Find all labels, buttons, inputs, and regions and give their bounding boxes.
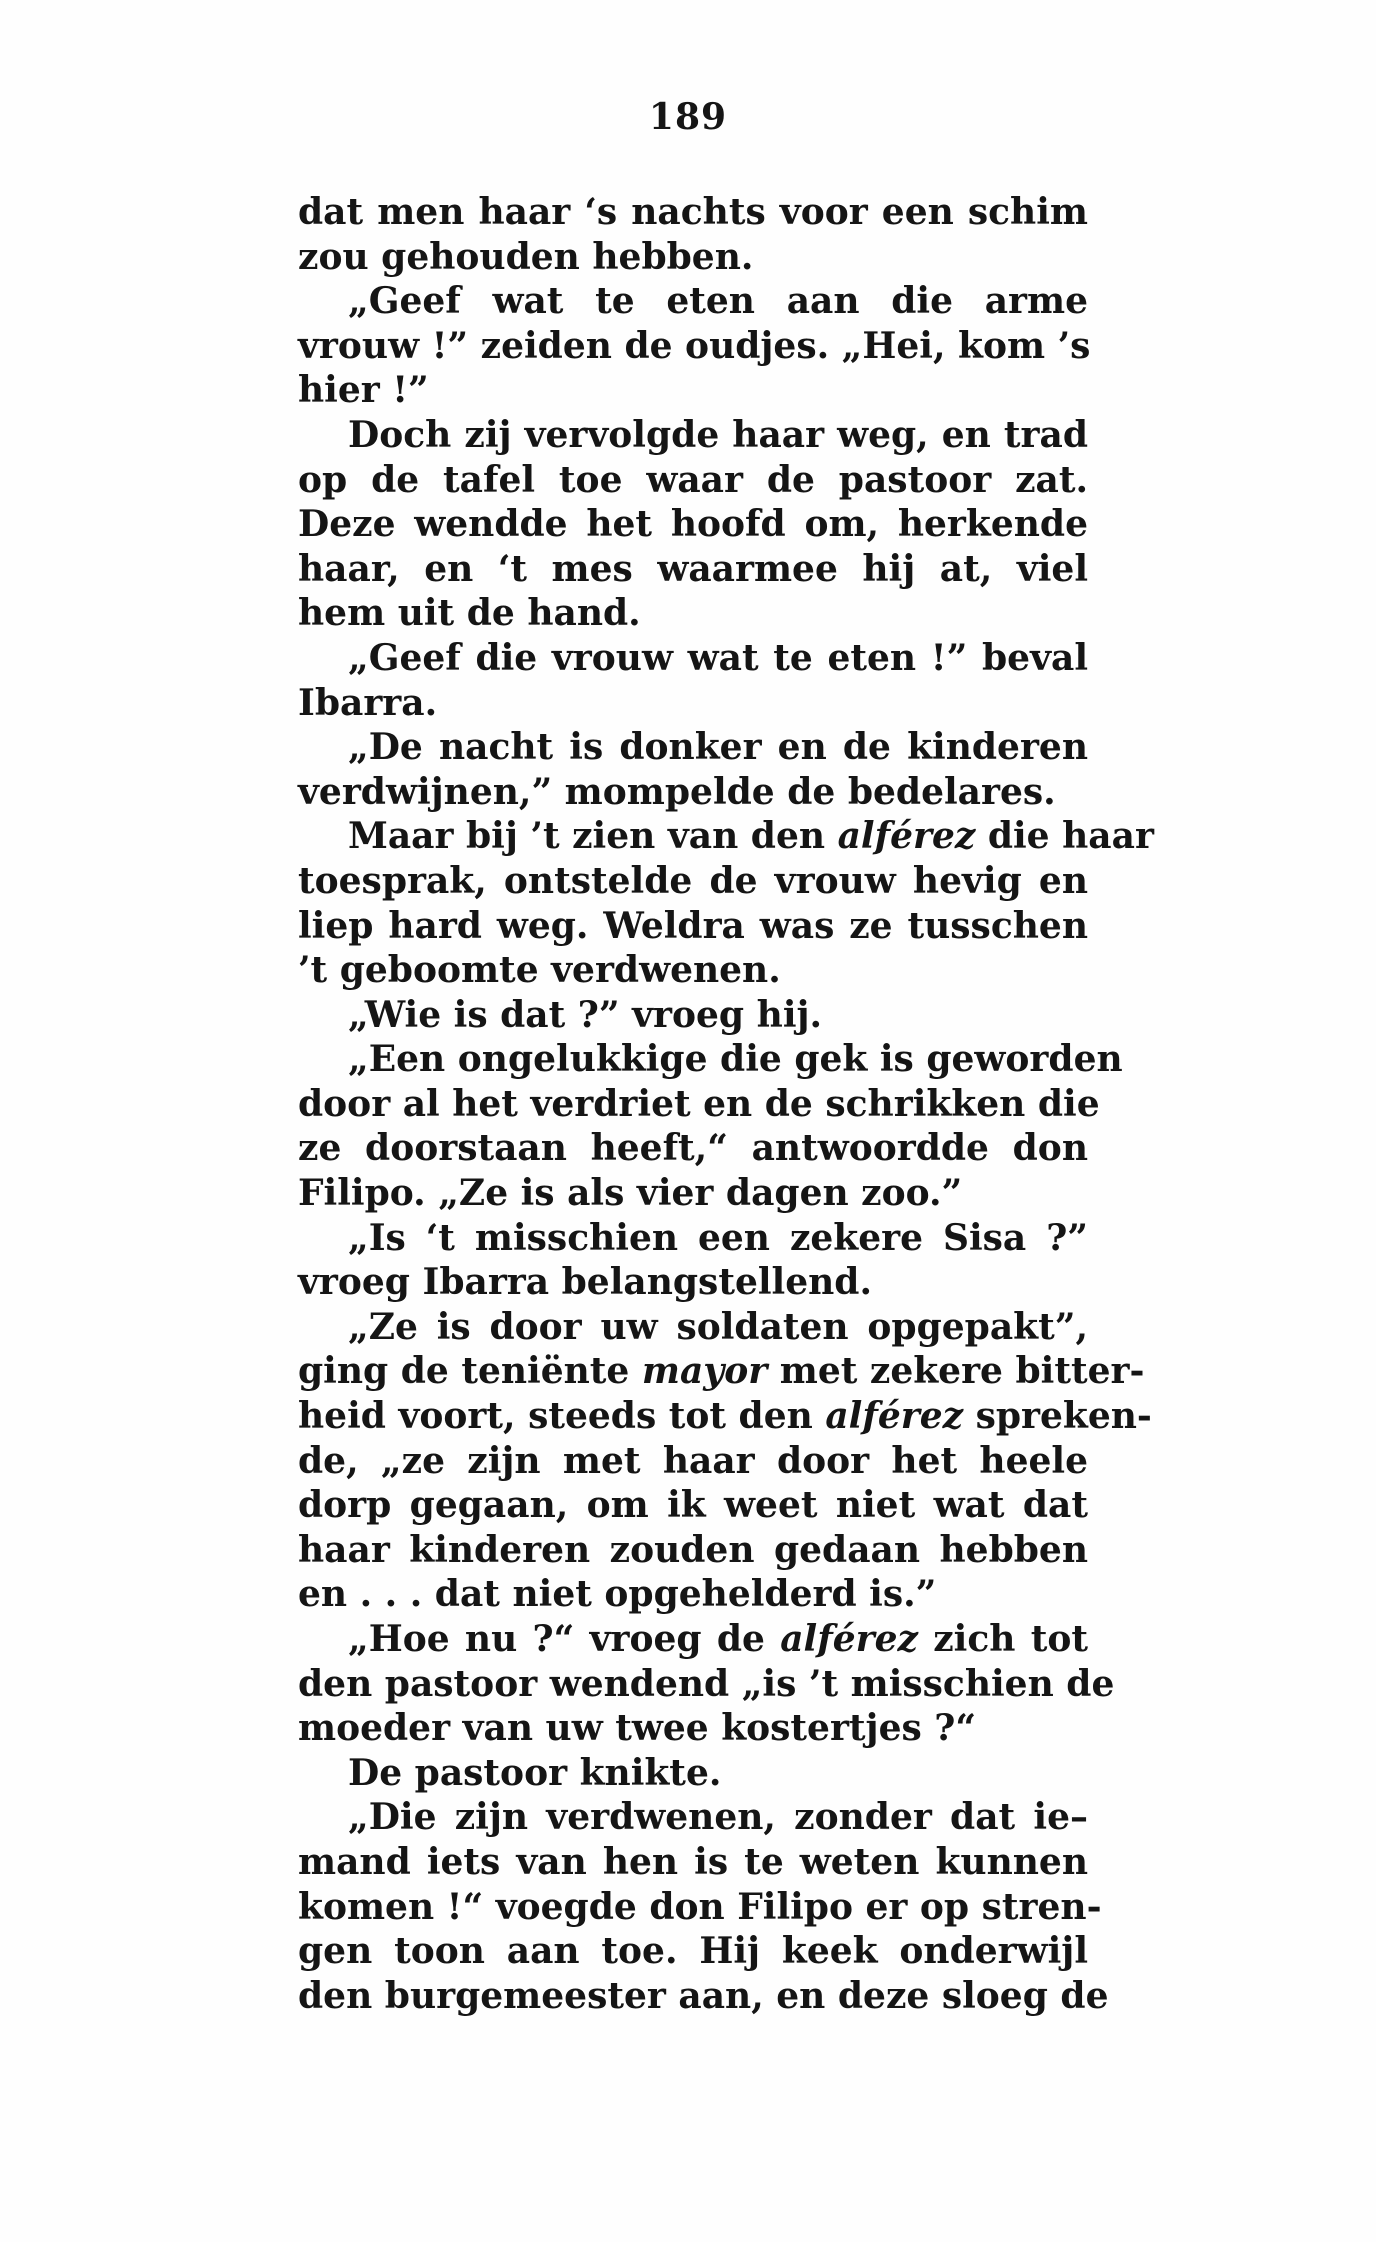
text-line bbox=[298, 502, 1088, 547]
text-line bbox=[298, 279, 1088, 324]
italic-term: mayor bbox=[641, 1350, 768, 1393]
text-line bbox=[298, 1751, 1088, 1796]
text-segment: Deze wendde het hoofd om, herkende bbox=[298, 503, 1088, 546]
text-line bbox=[298, 1662, 1115, 1707]
text-segment: „Geef die vrouw wat te eten !” beval bbox=[348, 636, 1088, 679]
text-line bbox=[298, 591, 1088, 636]
text-segment: spreken- bbox=[963, 1395, 1152, 1438]
text-line bbox=[298, 190, 1088, 235]
text-line bbox=[298, 1439, 1088, 1484]
text-segment: haar, en ‘t mes waarmee hij at, viel bbox=[298, 547, 1088, 590]
text-segment: liep hard weg. Weldra was ze tusschen bbox=[298, 904, 1088, 947]
text-segment: den pastoor wendend „is ’t misschien de bbox=[298, 1662, 1115, 1705]
text-line bbox=[298, 1305, 1088, 1350]
text-segment: „De nacht is donker en de kinderen bbox=[348, 726, 1088, 769]
text-line bbox=[298, 681, 1088, 726]
body-text bbox=[298, 190, 1154, 2018]
text-segment: „Ze is door uw soldaten opgepakt”, bbox=[348, 1305, 1088, 1348]
text-line bbox=[298, 814, 1154, 859]
text-segment: Maar bij ’t zien van den bbox=[348, 815, 838, 858]
text-line bbox=[298, 636, 1088, 681]
text-segment: die haar bbox=[975, 815, 1154, 858]
text-line bbox=[298, 413, 1088, 458]
text-segment: vroeg Ibarra belangstellend. bbox=[298, 1261, 872, 1304]
text-segment: den burgemeester aan, en deze sloeg de bbox=[298, 1974, 1109, 2017]
text-segment: dorp gegaan, om ik weet niet wat dat bbox=[298, 1484, 1088, 1527]
text-segment: komen !“ voegde don Filipo er op stren- bbox=[298, 1885, 1102, 1928]
text-segment: en . . . dat niet opgehelderd is.” bbox=[298, 1573, 937, 1616]
text-segment: Ibarra. bbox=[298, 681, 438, 724]
text-line bbox=[298, 1706, 1088, 1751]
text-line bbox=[298, 948, 1088, 993]
text-segment: „Wie is dat ?” vroeg hij. bbox=[348, 993, 823, 1036]
text-segment: „Hoe nu ?“ vroeg de bbox=[348, 1618, 781, 1660]
text-line bbox=[298, 1037, 1123, 1082]
text-segment: dat men haar ‘s nachts voor een schim bbox=[298, 191, 1088, 233]
text-line bbox=[298, 1617, 1088, 1662]
text-segment: toesprak, ontstelde de vrouw hevig en bbox=[298, 859, 1088, 902]
text-segment: gen toon aan toe. Hij keek onderwijl bbox=[298, 1930, 1088, 1973]
italic-term: alférez bbox=[837, 815, 976, 858]
text-segment: hier !” bbox=[298, 369, 429, 412]
text-line bbox=[298, 1528, 1088, 1573]
text-segment: moeder van uw twee kostertjes ?“ bbox=[298, 1707, 977, 1750]
text-line bbox=[298, 1483, 1088, 1528]
text-line bbox=[298, 235, 1088, 280]
text-segment: haar kinderen zouden gedaan hebben bbox=[298, 1528, 1088, 1571]
text-segment: de, „ze zijn met haar door het heele bbox=[298, 1439, 1088, 1482]
text-segment: „Is ‘t misschien een zekere Sisa ?” bbox=[348, 1216, 1088, 1259]
text-segment: zou gehouden hebben. bbox=[298, 235, 754, 278]
text-line bbox=[298, 1795, 1088, 1840]
page-number: 189 bbox=[648, 96, 728, 138]
text-line bbox=[298, 770, 1088, 815]
text-segment: vrouw !” zeiden de oudjes. „Hei, kom ’s bbox=[298, 324, 1091, 367]
text-segment: „Een ongelukkige die gek is geworden bbox=[348, 1038, 1123, 1081]
text-line bbox=[298, 993, 1088, 1038]
text-line bbox=[298, 1260, 1088, 1305]
text-line bbox=[298, 1840, 1088, 1885]
text-line bbox=[298, 324, 1091, 369]
text-segment: heid voort, steeds tot den bbox=[298, 1395, 826, 1438]
text-segment: ging de teniënte bbox=[298, 1350, 642, 1393]
text-segment: hem uit de hand. bbox=[298, 592, 641, 635]
text-segment: Doch zij vervolgde haar weg, en trad bbox=[348, 413, 1088, 456]
text-line bbox=[298, 1929, 1088, 1974]
text-line bbox=[298, 1572, 1088, 1617]
text-segment: ’t geboomte verdwenen. bbox=[298, 949, 781, 992]
text-line bbox=[298, 859, 1088, 904]
text-segment: „Geef wat te eten aan die arme bbox=[348, 280, 1088, 323]
text-segment: ze doorstaan heeft,“ antwoordde don bbox=[298, 1127, 1088, 1170]
text-segment: „Die zijn verdwenen, zonder dat ie– bbox=[348, 1796, 1088, 1839]
text-line bbox=[298, 1394, 1152, 1439]
text-segment: op de tafel toe waar de pastoor zat. bbox=[298, 458, 1088, 501]
text-line bbox=[298, 1171, 1088, 1216]
text-line bbox=[298, 1885, 1102, 1930]
text-line bbox=[298, 1082, 1100, 1127]
text-segment: mand iets van hen is te weten kunnen bbox=[298, 1840, 1088, 1883]
text-line bbox=[298, 1349, 1145, 1394]
italic-term: alférez bbox=[825, 1395, 964, 1438]
text-segment: Filipo. „Ze is als vier dagen zoo.” bbox=[298, 1172, 963, 1215]
text-line bbox=[298, 725, 1088, 770]
text-segment: door al het verdriet en de schrikken die bbox=[298, 1082, 1100, 1125]
text-line bbox=[298, 458, 1088, 503]
text-line bbox=[298, 1974, 1109, 2019]
text-segment: De pastoor knikte. bbox=[348, 1751, 722, 1794]
text-line bbox=[298, 547, 1088, 592]
text-segment: zich tot bbox=[917, 1618, 1088, 1660]
text-line bbox=[298, 1126, 1088, 1171]
text-line bbox=[298, 368, 1088, 413]
text-segment: met zekere bitter- bbox=[767, 1350, 1145, 1393]
italic-term: alférez bbox=[780, 1618, 918, 1660]
text-line bbox=[298, 904, 1088, 949]
text-line bbox=[298, 1216, 1088, 1261]
text-segment: verdwijnen,” mompelde de bedelares. bbox=[298, 770, 1056, 813]
